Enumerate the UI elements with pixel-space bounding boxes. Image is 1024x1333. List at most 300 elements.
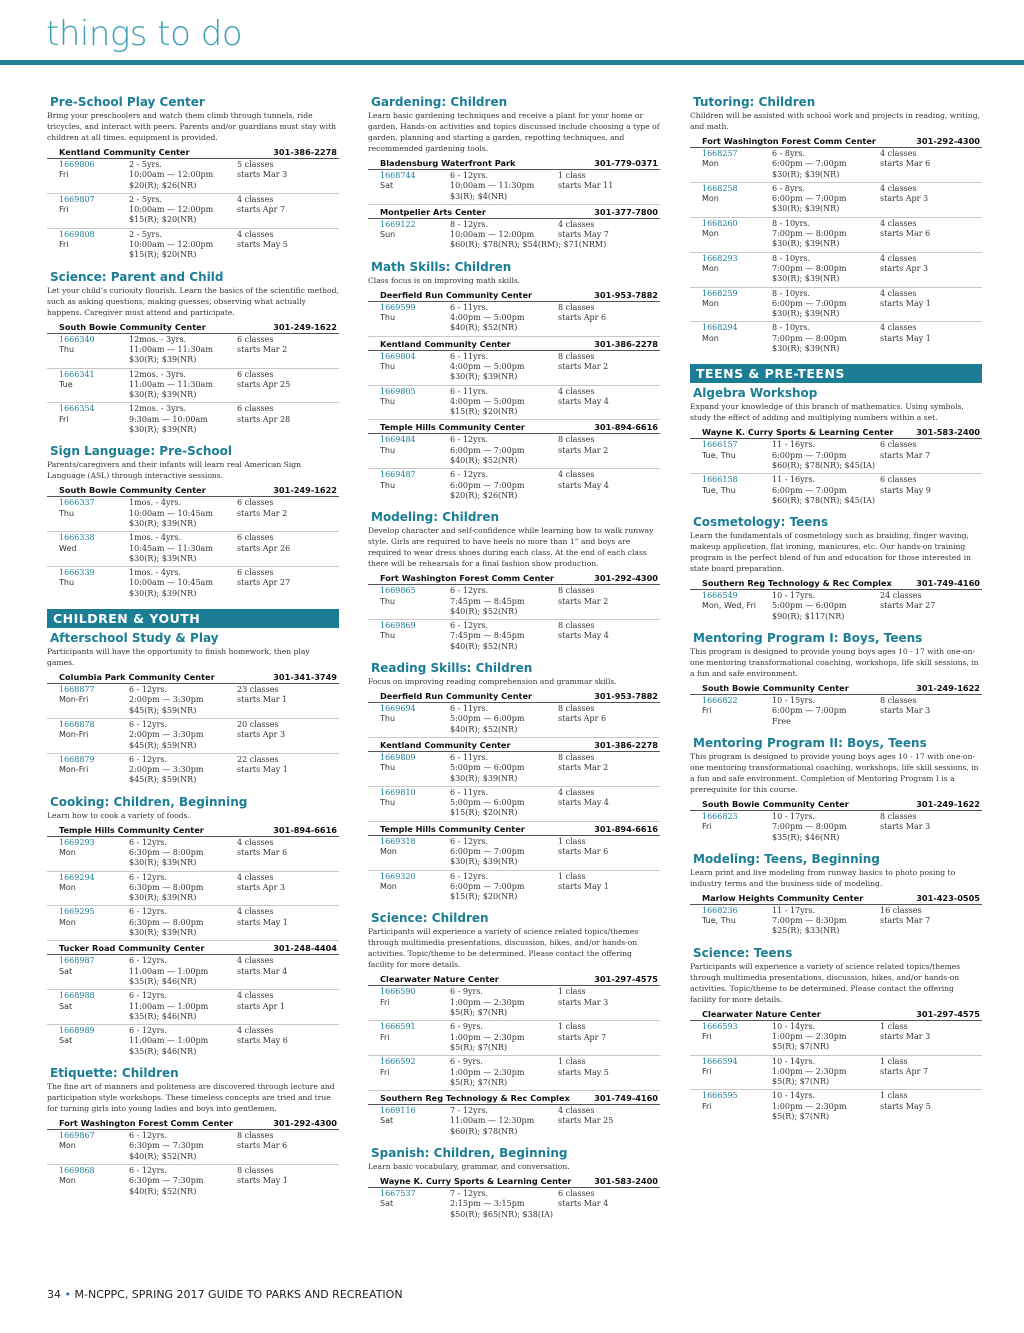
class-day: Sat [380, 1116, 394, 1126]
program-section [368, 95, 660, 253]
class-col-1 [702, 812, 772, 843]
class-age: 6 - 11yrs. [450, 351, 489, 361]
class-number: 1666594 [702, 1056, 738, 1066]
class-number: 1666590 [380, 987, 416, 997]
class-age: 6 - 11yrs. [450, 787, 489, 797]
program-title: Modeling: Children [371, 510, 500, 525]
class-number: 1666157 [702, 440, 738, 450]
program-title: Mentoring Program II: Boys, Teens [693, 735, 927, 750]
class-col-3 [880, 149, 990, 180]
class-fee: $45(R); $59(NR) [129, 740, 197, 750]
page-footer [47, 1288, 403, 1301]
class-start: starts Apr 3 [880, 263, 929, 273]
class-start: starts May 4 [558, 396, 609, 406]
location-phone: 301-894-6616 [594, 823, 658, 834]
class-start: starts Mar 6 [558, 846, 609, 856]
class-time: 2:00pm — 3:30pm [129, 695, 204, 705]
class-col-3 [880, 1091, 990, 1122]
class-col-3 [558, 1022, 668, 1053]
class-day: Tue [59, 379, 73, 389]
class-age: 2 - 5yrs. [129, 160, 162, 169]
location-phone: 301-297-4575 [916, 1008, 980, 1019]
class-col-1 [702, 219, 772, 250]
class-count: 4 classes [237, 872, 274, 882]
class-number: 1666339 [59, 568, 95, 578]
class-time: 6:30pm — 8:00pm [129, 847, 204, 857]
class-number: 1669318 [380, 836, 416, 846]
class-count: 8 classes [237, 1131, 274, 1141]
program-title: Pre-School Play Center [50, 95, 205, 109]
class-fee: $30(R); $39(NR) [129, 518, 197, 528]
program-title: Science: Parent and Child [50, 269, 224, 284]
class-time: 1:00pm — 2:30pm [772, 1031, 847, 1041]
class-col-1 [702, 440, 772, 471]
class-day: Fri [59, 170, 69, 180]
class-row [690, 1056, 982, 1091]
column-1 [47, 95, 339, 1206]
program-title: Math Skills: Children [371, 259, 512, 274]
class-age: 6 - 8yrs. [772, 183, 805, 193]
class-count: 1 class [880, 1021, 908, 1031]
class-day: Thu [380, 798, 396, 808]
class-row [47, 567, 339, 601]
class-count: 4 classes [237, 991, 274, 1001]
class-time: 10:00am — 12:00pm [129, 240, 214, 250]
class-day: Fri [59, 240, 69, 250]
class-col-2 [772, 254, 880, 285]
program-section [368, 911, 660, 1139]
class-col-2 [450, 704, 558, 735]
class-col-2 [450, 387, 558, 418]
class-col-3 [237, 498, 347, 529]
class-col-2 [772, 1022, 880, 1053]
class-col-2 [129, 160, 237, 191]
class-day: Mon-Fri [59, 765, 89, 775]
class-col-1 [59, 838, 129, 869]
class-fee: $30(R); $39(NR) [450, 372, 518, 382]
class-day: Fri [702, 1101, 712, 1111]
class-col-3 [880, 184, 990, 215]
class-col-1 [380, 788, 450, 819]
class-time: 6:00pm — 7:00pm [772, 706, 847, 716]
class-col-1 [59, 956, 129, 987]
class-col-3 [880, 254, 990, 285]
class-fee: $5(R); $7(NR) [772, 1112, 830, 1122]
class-number: 1668294 [702, 323, 738, 333]
class-day: Sun [380, 230, 396, 240]
class-fee: $5(R); $7(NR) [450, 1077, 508, 1087]
class-time: 10:00am — 12:00pm [450, 230, 535, 240]
class-col-2 [450, 788, 558, 819]
location-header [47, 670, 339, 684]
class-col-2 [450, 352, 558, 383]
class-day: Mon [380, 881, 397, 891]
class-col-3 [237, 568, 347, 599]
class-col-1 [380, 1057, 450, 1088]
class-col-3 [558, 1057, 668, 1088]
program-description: Participants will experience a variety of science related topics/themes through multimedia presentations, discussion, hikes, and/or hands-on activities. Topic/theme to be determined. Please contact the offering facility for more details. [368, 927, 639, 970]
class-start: starts May 4 [558, 798, 609, 808]
class-count: 6 classes [880, 440, 917, 450]
class-age: 1mos. - 4yrs. [129, 533, 182, 543]
location-header [368, 571, 660, 585]
class-age: 6 - 12yrs. [450, 586, 489, 596]
class-start: starts May 1 [237, 917, 288, 927]
class-day: Mon [702, 263, 719, 273]
class-count: 4 classes [880, 183, 917, 193]
class-col-3 [558, 352, 668, 383]
program-description: Participants will experience a variety of science related topics/themes through multimedia presentations, discussion, hikes, and/or hands-on activities. Topic/theme to be determined. Please contact the offering facility for more details. [690, 961, 961, 1004]
program-description: Learn the fundamentals of cosmetology such as braiding, finger waving, makeup application, flat ironing, manicures, etc. Our hands-on training program is the perfect blend of fun and education for those interested in state board preparation. [690, 531, 971, 574]
class-count: 8 classes [558, 351, 595, 361]
class-col-3 [558, 220, 668, 251]
class-col-2 [129, 404, 237, 435]
location-name: Temple Hills Community Center [380, 823, 525, 834]
class-time: 4:00pm — 5:00pm [450, 396, 525, 406]
class-start: starts Mar 2 [558, 596, 609, 606]
class-number: 1669293 [59, 837, 95, 847]
class-age: 6 - 9yrs. [450, 987, 483, 997]
class-col-2 [772, 184, 880, 215]
class-row [368, 986, 660, 1021]
location-header [690, 681, 982, 695]
class-col-3 [880, 1057, 990, 1088]
class-count: 8 classes [558, 302, 595, 312]
class-col-3 [237, 685, 347, 716]
class-number: 1669809 [380, 752, 416, 762]
class-number: 1669294 [59, 872, 95, 882]
location-header [690, 1007, 982, 1021]
class-age: 6 - 9yrs. [450, 1057, 483, 1067]
location-name: Wayne K. Curry Sports & Learning Center [702, 427, 894, 438]
location-name: Tucker Road Community Center [59, 943, 205, 954]
class-number: 1669694 [380, 704, 416, 714]
class-col-2 [450, 1022, 558, 1053]
class-age: 6 - 9yrs. [450, 1022, 483, 1032]
class-age: 7 - 12yrs. [450, 1189, 489, 1199]
page-title: things to do [46, 14, 243, 54]
class-row [368, 787, 660, 822]
class-time: 6:00pm — 7:00pm [772, 159, 847, 169]
class-col-1 [380, 872, 450, 903]
class-time: 4:00pm — 5:00pm [450, 313, 525, 323]
class-col-1 [702, 1057, 772, 1088]
location-header [690, 576, 982, 590]
class-fee: $45(R); $59(NR) [129, 775, 197, 785]
class-count: 6 classes [237, 533, 274, 543]
program-section [690, 736, 982, 845]
location-header [368, 972, 660, 986]
class-row [368, 1056, 660, 1091]
location-name: Deerfield Run Community Center [380, 691, 533, 702]
class-day: Fri [702, 1066, 712, 1076]
class-fee: Free [772, 716, 791, 726]
program-title: Sign Language: Pre-School [50, 444, 233, 459]
class-fee: $60(R); $78(NR) [450, 1126, 518, 1136]
class-count: 4 classes [237, 1026, 274, 1036]
program-description: Participants will have the opportunity to finish homework, then play games. [47, 647, 310, 668]
class-number: 1666341 [59, 369, 95, 379]
class-col-3 [880, 440, 990, 471]
class-fee: $30(R); $39(NR) [772, 204, 840, 214]
class-row [47, 754, 339, 788]
class-day: Mon [702, 194, 719, 204]
location-name: South Bowie Community Center [702, 798, 849, 809]
class-count: 1 class [558, 987, 586, 997]
class-count: 4 classes [237, 956, 274, 966]
program-description: This program is designed to provide young boys ages 10 - 17 with one-on-one mentoring transformational coaching, workshops, life skill sessions, in a fun and safe environment. [690, 647, 979, 679]
class-start: starts May 1 [237, 1176, 288, 1186]
class-day: Sat [59, 1001, 73, 1011]
class-age: 12mos. - 3yrs. [129, 334, 187, 344]
program-description: Class focus is on improving math skills. [368, 275, 521, 285]
class-col-3 [880, 289, 990, 320]
program-title: Algebra Workshop [693, 386, 818, 401]
class-fee: $30(R); $39(NR) [772, 169, 840, 179]
class-time: 7:45pm — 8:45pm [450, 631, 525, 641]
class-col-2 [450, 621, 558, 652]
class-col-1 [702, 906, 772, 937]
class-time: 11:00am — 1:00pm [129, 1001, 209, 1011]
class-time: 1:00pm — 2:30pm [450, 1032, 525, 1042]
class-col-3 [880, 696, 990, 727]
class-col-2 [772, 323, 880, 354]
class-count: 8 classes [880, 696, 917, 706]
location-name: Clearwater Nature Center [702, 1008, 821, 1019]
class-number: 1669808 [59, 229, 95, 239]
class-count: 23 classes [237, 685, 279, 695]
class-col-3 [558, 788, 668, 819]
class-time: 7:00pm — 8:30pm [772, 916, 847, 926]
class-row [47, 159, 339, 194]
class-count: 4 classes [880, 218, 917, 228]
class-col-3 [237, 160, 347, 191]
program-description: The fine art of manners and politeness are discovered through lecture and participation style workshops. These timeless concepts are tried and true for turning girls into young ladies and boys into gentlemen. [47, 1082, 335, 1114]
class-col-2 [772, 591, 880, 622]
class-count: 4 classes [237, 837, 274, 847]
class-age: 6 - 12yrs. [450, 621, 489, 631]
class-col-1 [59, 685, 129, 716]
class-row [690, 1021, 982, 1056]
class-col-2 [129, 1026, 237, 1057]
class-day: Mon [702, 229, 719, 239]
class-day: Mon [59, 847, 76, 857]
class-day: Thu [380, 596, 396, 606]
class-start: starts Mar 3 [880, 706, 931, 716]
class-col-3 [237, 991, 347, 1022]
class-fee: $5(R); $7(NR) [772, 1077, 830, 1087]
class-col-1 [702, 696, 772, 727]
class-age: 8 - 10yrs. [772, 253, 811, 263]
class-count: 8 classes [880, 811, 917, 821]
class-col-3 [237, 533, 347, 564]
class-col-3 [880, 812, 990, 843]
class-age: 6 - 12yrs. [129, 956, 168, 966]
class-time: 6:00pm — 7:00pm [772, 194, 847, 204]
location-name: Columbia Park Community Center [59, 672, 215, 683]
page-number: 34 [47, 1288, 61, 1301]
class-col-3 [880, 591, 990, 622]
location-name: South Bowie Community Center [702, 683, 849, 694]
class-age: 10 - 14yrs. [772, 1021, 816, 1031]
class-age: 8 - 10yrs. [772, 323, 811, 333]
class-start: starts Apr 25 [237, 379, 291, 389]
class-age: 1mos. - 4yrs. [129, 498, 182, 508]
location-header [690, 425, 982, 439]
class-col-1 [59, 404, 129, 435]
class-fee: $30(R); $39(NR) [129, 893, 197, 903]
class-number: 1666591 [380, 1022, 416, 1032]
class-count: 1 class [558, 171, 586, 180]
class-fee: $35(R); $46(NR) [129, 976, 197, 986]
class-col-1 [59, 195, 129, 226]
class-col-1 [59, 755, 129, 786]
class-start: starts Mar 7 [880, 450, 931, 460]
class-count: 6 classes [237, 568, 274, 578]
location-header [368, 1174, 660, 1188]
class-number: 1668988 [59, 991, 95, 1001]
class-time: 10:45am — 11:30am [129, 543, 213, 553]
class-col-3 [237, 404, 347, 435]
class-number: 1668236 [702, 905, 738, 915]
class-row [47, 906, 339, 941]
class-row [368, 302, 660, 337]
class-col-3 [237, 873, 347, 904]
class-time: 6:30pm — 8:00pm [129, 882, 204, 892]
class-row [47, 684, 339, 719]
class-number: 1666593 [702, 1021, 738, 1031]
location-phone: 301-377-7800 [594, 206, 658, 217]
class-col-1 [59, 230, 129, 261]
class-col-3 [558, 872, 668, 903]
program-section [47, 270, 339, 438]
class-time: 10:00am — 10:45am [129, 508, 213, 518]
class-fee: $25(R); $33(NR) [772, 926, 840, 936]
location-phone: 301-341-3749 [273, 672, 337, 683]
class-start: starts May 4 [558, 631, 609, 641]
class-number: 1669867 [59, 1131, 95, 1141]
class-age: 11 - 16yrs. [772, 475, 816, 485]
class-start: starts May 9 [880, 485, 931, 495]
class-row [690, 590, 982, 624]
class-row [368, 752, 660, 787]
class-col-2 [129, 1131, 237, 1162]
location-header [690, 891, 982, 905]
program-title: Cosmetology: Teens [693, 515, 829, 530]
class-col-1 [380, 753, 450, 784]
class-number: 1666337 [59, 498, 95, 508]
class-age: 11 - 17yrs. [772, 905, 816, 915]
class-col-2 [129, 1166, 237, 1197]
class-fee: $30(R); $39(NR) [772, 309, 840, 319]
class-age: 6 - 12yrs. [129, 991, 168, 1001]
class-number: 1668260 [702, 218, 738, 228]
class-day: Thu [380, 313, 396, 323]
class-number: 1669804 [380, 351, 416, 361]
class-col-1 [380, 220, 450, 251]
class-number: 1668878 [59, 719, 95, 729]
class-age: 6 - 12yrs. [450, 171, 489, 180]
class-col-1 [59, 1166, 129, 1197]
class-day: Thu [59, 578, 75, 588]
class-time: 11:00am — 12:30pm [450, 1116, 535, 1126]
location-name: Temple Hills Community Center [59, 824, 204, 835]
class-day: Fri [702, 706, 712, 716]
class-row [368, 1021, 660, 1056]
footer-bullet: • [64, 1288, 71, 1301]
class-start: starts May 1 [880, 298, 931, 308]
class-col-2 [772, 696, 880, 727]
location-phone: 301-953-7882 [594, 691, 658, 702]
location-phone: 301-749-4160 [594, 1093, 658, 1104]
class-start: starts Apr 6 [558, 714, 607, 724]
class-time: 7:00pm — 8:00pm [772, 229, 847, 239]
class-row [368, 434, 660, 469]
class-day: Thu [59, 508, 75, 518]
class-fee: $30(R); $39(NR) [129, 425, 197, 435]
class-start: starts May 4 [558, 480, 609, 490]
class-start: starts Apr 7 [237, 205, 286, 215]
class-col-1 [380, 586, 450, 617]
class-day: Sat [380, 1199, 394, 1209]
class-row [690, 148, 982, 183]
class-number: 1666158 [702, 475, 738, 485]
location-header [690, 134, 982, 148]
class-day: Mon [59, 1141, 76, 1151]
program-section [368, 510, 660, 654]
location-name: Wayne K. Curry Sports & Learning Center [380, 1176, 572, 1187]
class-col-2 [772, 289, 880, 320]
class-day: Thu [380, 763, 396, 773]
class-day: Mon, Wed, Fri [702, 601, 757, 611]
class-day: Fri [59, 205, 69, 215]
class-number: 1666354 [59, 404, 95, 414]
location-header [368, 205, 660, 219]
class-col-3 [237, 230, 347, 261]
class-col-1 [59, 160, 129, 191]
class-col-1 [59, 1131, 129, 1162]
class-count: 5 classes [237, 160, 274, 169]
class-col-3 [237, 335, 347, 366]
class-start: starts May 1 [880, 333, 931, 343]
class-count: 8 classes [237, 1165, 274, 1175]
class-col-1 [380, 387, 450, 418]
class-fee: $15(R); $20(NR) [450, 407, 518, 417]
class-fee: $30(R); $39(NR) [129, 928, 197, 938]
program-description: Learn print and live modeling from runway basics to photo posing to industry terms and the business side of modeling. [690, 867, 956, 888]
class-fee: $40(R); $52(NR) [450, 606, 518, 616]
class-start: starts May 1 [237, 765, 288, 775]
class-col-2 [772, 1057, 880, 1088]
class-start: starts Mar 3 [880, 822, 931, 832]
class-time: 4:00pm — 5:00pm [450, 361, 525, 371]
class-start: starts Mar 6 [237, 847, 288, 857]
class-start: starts Mar 1 [237, 695, 288, 705]
location-header [47, 1116, 339, 1130]
class-row [690, 811, 982, 845]
class-age: 2 - 5yrs. [129, 229, 162, 239]
class-count: 6 classes [237, 498, 274, 508]
class-number: 1669487 [380, 470, 416, 480]
location-phone: 301-297-4575 [594, 974, 658, 985]
program-section [47, 631, 339, 788]
class-start: starts May 7 [558, 230, 609, 240]
class-number: 1669116 [380, 1106, 416, 1116]
class-fee: $20(R); $26(NR) [450, 490, 518, 500]
class-age: 6 - 11yrs. [450, 704, 489, 714]
class-time: 10:00am — 12:00pm [129, 205, 214, 215]
class-number: 1668879 [59, 754, 95, 764]
